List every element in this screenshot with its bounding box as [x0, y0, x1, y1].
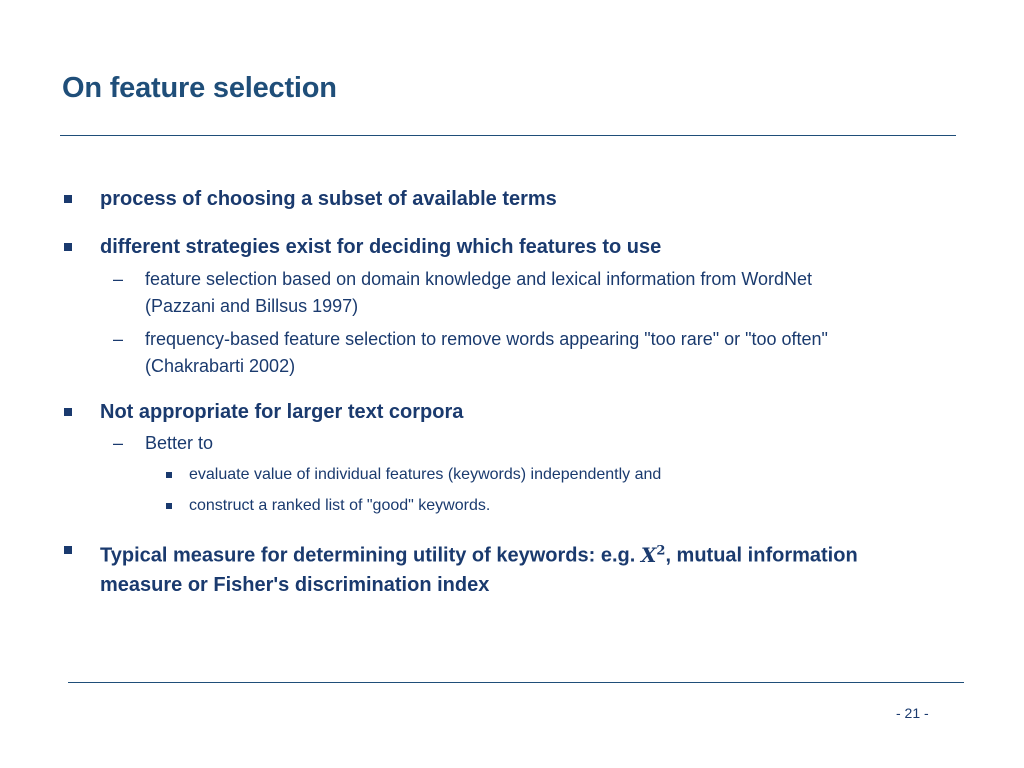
square-bullet-icon [64, 243, 72, 251]
square-bullet-icon [166, 472, 172, 478]
square-bullet-icon [166, 503, 172, 509]
sub-sub-bullet-text: evaluate value of individual features (keywords) independently and [189, 466, 662, 483]
bullet-text: Not appropriate for larger text corpora [100, 401, 464, 423]
dash-bullet-icon: – [113, 433, 124, 453]
sub-bullet-text: (Chakrabarti 2002) [145, 356, 296, 376]
slide-body [62, 185, 982, 600]
square-bullet-icon [64, 195, 72, 203]
sub-sub-bullet-item [62, 494, 982, 518]
bullet-text: measure or Fisher's discrimination index [100, 573, 490, 596]
chi-symbol-exponent: 2 [656, 543, 666, 558]
sub-bullet-text: (Pazzani and Billsus 1997) [145, 296, 359, 316]
bullet-text: Typical measure for determining utility of keywords: e.g. [100, 544, 641, 567]
square-bullet-icon [64, 546, 72, 554]
bullet-text: process of choosing a subset of available terms [100, 188, 557, 210]
page-number: - 21 - [896, 705, 929, 721]
dash-bullet-icon: – [113, 329, 124, 349]
bullet-text: different strategies exist for deciding which features to use [100, 236, 662, 258]
bullet-item [62, 398, 982, 427]
dash-bullet-icon: – [113, 269, 124, 289]
sub-bullet-text: frequency-based feature selection to remove words appearing "too rare" or "too often" [145, 329, 828, 349]
sub-bullet-item [62, 266, 982, 320]
bullet-text: , mutual information [665, 544, 858, 567]
title-divider [60, 135, 956, 136]
sub-sub-bullet-item [62, 463, 982, 487]
square-bullet-icon [64, 408, 72, 416]
bullet-item [62, 185, 982, 214]
bullet-item [62, 233, 982, 262]
sub-sub-bullet-text: construct a ranked list of "good" keywords. [189, 497, 491, 514]
sub-bullet-item [62, 326, 982, 380]
chi-square-symbol [641, 543, 666, 567]
sub-bullet-text: Better to [145, 433, 214, 453]
bullet-item [62, 536, 982, 600]
chi-symbol-base: X [640, 542, 657, 567]
slide-title: On feature selection [62, 72, 337, 104]
footer-divider [68, 682, 964, 683]
sub-bullet-text: feature selection based on domain knowledge and lexical information from WordNet [145, 269, 813, 289]
sub-bullet-item [62, 430, 982, 457]
